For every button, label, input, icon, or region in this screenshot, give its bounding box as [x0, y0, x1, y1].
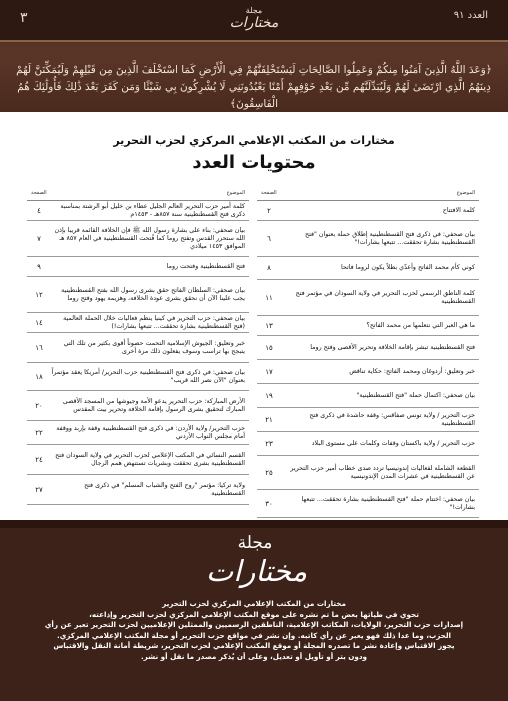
contents-row — [257, 280, 479, 316]
contents-row — [257, 360, 479, 384]
contents-rows-left — [27, 201, 249, 505]
magazine-logo-top — [222, 6, 286, 36]
row-page-number: ٤ — [37, 206, 41, 215]
header-divider — [0, 40, 508, 42]
row-page-number: ٨ — [267, 264, 271, 272]
column-header — [257, 190, 479, 201]
row-page-number: ٢٤ — [35, 455, 43, 464]
row-topic: القسم النسائي في المكتب الإعلامي لحزب التحرير في ولاية السودان فتح القسطنطينية بشرى تحققت وبشريات تستنهض همم الرجال — [55, 451, 245, 467]
row-topic: بيان صحفي: في ذكرى فتح القسطنطينية حزب التحرير/ أمريكا يعقد مؤتمراً بعنوان "الآن نصر الله قريب" — [51, 368, 245, 384]
row-topic: حزب التحرير/ ولاية الأردن: في ذكرى فتح القسطنطينية وقفة بإربد ووقفة أمام مجلس النواب الأردني — [56, 424, 245, 440]
row-topic: بيان صحفي: في ذكرى فتح القسطنطينية إطلاق حملة بعنوان "فتح القسطنطينية بشارة تحققت... تتبعها بشارات!" — [305, 230, 475, 246]
footer-divider — [0, 520, 508, 528]
row-topic: كوني كأم محمد الفاتح وأعدّي بطلاً يكون لروما فاتحا — [340, 264, 475, 271]
row-page-number: ١٩ — [265, 391, 273, 400]
row-topic: بيان صحفي: اكتمال حملة "فتح القسطنطينية" — [356, 391, 475, 399]
row-topic: الأرض المباركة: حزب التحرير يدعو الأمة وجيوشها من المسجد الأقصى المبارك لتحقيق بشرى الرسول بإقامة الخلافة وتحرير بيت المقدس — [62, 397, 245, 413]
contents-row — [27, 475, 249, 505]
row-topic: خبر وتعليق: أردوغان ومحمد الفاتح: حكاية تناقض — [349, 367, 475, 375]
logo-top-line1: مجلة — [245, 6, 263, 15]
contents-column-left — [27, 190, 249, 505]
row-topic: حزب التحرير / ولاية تونس صفاقس: وقفة حاشدة في ذكرى فتح القسطنطينية — [309, 411, 475, 427]
header-page: الصفحة — [261, 190, 277, 196]
row-topic: خبر وتعليق: الجيوش الإسلامية التحمت حصوناً أقوى بكثير من تلك التي يتبجح بها تراسب وسوف يفعلون ذلك مرة أخرى — [63, 339, 245, 355]
logo-top-line2: مختارات — [229, 15, 279, 31]
row-page-number: ٢٢ — [35, 428, 43, 437]
row-topic: كلمة الافتتاح — [442, 206, 475, 214]
contents-row — [257, 316, 479, 336]
row-page-number: ١٤ — [35, 318, 43, 327]
row-page-number: ٢٠ — [35, 401, 43, 410]
contents-row — [27, 391, 249, 421]
row-page-number: ٢٧ — [35, 485, 43, 494]
column-header — [27, 190, 249, 201]
contents-row — [257, 336, 479, 360]
contents-row — [27, 257, 249, 277]
contents-row — [27, 277, 249, 313]
contents-row — [27, 333, 249, 363]
row-topic: القطعة الشاملة لفعاليات إندونيسيا تردد صدى خطاب أمير حزب التحرير عن القسطنطينية في عشرات المدن الإندونيسية — [290, 464, 475, 480]
row-topic: فتح القسطنطينية تبشر بإقامة الخلافة وتحرير الأقصى وفتح روما — [310, 343, 475, 351]
row-topic: بيان صحفي: بناء على بشارة رسول الله ﷺ فإن الخلافة القائمة قريبا بإذن الله ستحرر القدس وتفتح روما كما فُتحت القسطنطينية في العام ٨٥٧ هـ الموافق ١٤٥٣ ميلادي — [54, 226, 245, 250]
issue-label: العدد ٩١ — [453, 10, 488, 21]
row-page-number: ٢٥ — [265, 468, 273, 477]
footer-text — [14, 599, 494, 663]
contents-column-right — [257, 190, 479, 518]
footer-line: الحزب، وما عدا ذلك فهو يعبر عن رأي كاتبه. وإن نشر في مواقع حزب التحرير أو مجلة المكتب الإعلامي المركزي. — [56, 630, 452, 640]
logo-bottom-line2: مختارات — [206, 554, 308, 588]
row-page-number: ١٦ — [35, 343, 43, 352]
header-topic: الموضوع — [226, 190, 245, 196]
logo-bottom-line1: مجلة — [237, 533, 273, 553]
row-topic: فتح القسطنطينية وفتحت روما — [166, 262, 245, 270]
row-topic: ما هي العبر التي نتعلمها من محمد الفاتح؟ — [366, 321, 475, 329]
contents-row — [257, 432, 479, 456]
row-page-number: ١٢ — [35, 290, 43, 299]
contents-rows-right — [257, 201, 479, 518]
footer-line: ودون بتر أو تأويل أو تعديل، وعلى أن يُذكر مصدر ما نقل أو نشر. — [140, 651, 368, 661]
row-page-number: ١١ — [265, 293, 273, 302]
row-topic: ولاية تركيا: مؤتمر "روح الفتح والشباب المسلم" في ذكرى فتح القسطنطينية — [84, 481, 245, 497]
row-page-number: ٢ — [267, 206, 271, 215]
magazine-logo-bottom — [206, 533, 308, 593]
row-topic: بيان صحفي: السلطان الفاتح حقق بشرى رسول الله بفتح القسطنطينية يجب علينا الآن أن نحقق بشرى عودة الخلافة، وهزيمة يهود وفتح روما — [61, 286, 245, 302]
row-topic: حزب التحرير / ولاية باكستان وقفات وكلمات على مستوى البلاد — [311, 439, 475, 447]
row-topic: كلمة الناطق الرسمي لحزب التحرير في ولاية السودان في مؤتمر فتح القسطنطينية — [295, 289, 475, 305]
row-page-number: ١٥ — [265, 343, 273, 352]
contents-row — [27, 445, 249, 475]
contents-row — [27, 221, 249, 257]
footer-line: يجوز الاقتباس وإعادة نشر ما تصدره المجلة أو موقع المكتب الإعلامي لحزب التحرير، شريطة أمانة النقل والاقتباس — [53, 641, 455, 651]
row-topic: كلمة أمير حزب التحرير العالم الجليل عطاء بن خليل أبو الرشتة بمناسبة ذكرى فتح القسطنطينية سنة ٨٥٧هـ - ١٤٥٣م — [60, 202, 245, 218]
row-topic: بيان صحفي: اختتام حملة "فتح القسطنطينية بشارة تحققت... تتبعها بشارات!" — [301, 495, 475, 511]
footer-line: تحوي في طياتها بعض ما تم نشره على موقع المكتب الإعلامي المركزي لحزب التحرير وإذاعته، — [89, 609, 419, 619]
header-topic: الموضوع — [456, 190, 475, 196]
quran-verse: ﴿وَعَدَ اللَّهُ الَّذِينَ آمَنُوا مِنكُمْ وَعَمِلُوا الصَّالِحَاتِ لَيَسْتَخْلِفَنَّهُمْ فِي الْأَرْضِ كَمَا اسْتَخْلَفَ الَّذِينَ مِن قَبْلِهِمْ وَلَيُمَكِّنَنَّ لَهُمْ دِينَهُمُ الَّذِي ارْتَضَىٰ لَهُمْ وَلَيُبَدِّلَنَّهُم مِّن بَعْدِ خَوْفِهِمْ أَمْنًا يَعْبُدُونَنِي لَا يُشْرِكُونَ بِي شَيْئًا وَمَن كَفَرَ بَعْدَ ذَٰلِكَ فَأُولَٰئِكَ هُمُ الْفَاسِقُونَ﴾ — [16, 64, 492, 110]
row-page-number: ١٣ — [265, 321, 273, 330]
row-page-number: ٢٣ — [265, 439, 273, 448]
row-page-number: ٧ — [37, 234, 41, 243]
header-page: الصفحة — [31, 190, 47, 196]
contents-row — [257, 221, 479, 257]
row-topic: بيان صحفي: حزب التحرير في كينيا ينظم فعاليات خلال الحملة العالمية (فتح القسطنطينية بشارة تحققت... تتبعها بشارات!) — [63, 314, 245, 330]
row-page-number: ١٧ — [265, 367, 273, 376]
row-page-number: ٩ — [37, 262, 41, 271]
contents-row — [27, 201, 249, 221]
contents-row — [27, 421, 249, 445]
contents-row — [257, 456, 479, 490]
row-page-number: ٢١ — [265, 415, 273, 424]
contents-row — [257, 257, 479, 280]
contents-row — [257, 490, 479, 518]
footer-line: مختارات من المكتب الإعلامي المركزي لحزب التحرير — [162, 599, 346, 608]
contents-row — [257, 408, 479, 432]
contents-row — [257, 201, 479, 221]
row-page-number: ٦ — [267, 234, 271, 243]
contents-row — [27, 363, 249, 391]
row-page-number: ١٨ — [35, 372, 43, 381]
page-number: ٣ — [20, 10, 28, 26]
footer-line: إصدارات حزب التحرير، الولايات، المكاتب الإعلامية، الناطقين الرسميين والممثلين الإعلاميين لحزب التحرير تعبر عن رأي — [44, 620, 464, 630]
source-line: مختارات من المكتب الإعلامي المركزي لحزب التحرير — [113, 134, 395, 147]
contents-row — [257, 384, 479, 408]
row-page-number: ٣٠ — [265, 499, 273, 508]
contents-row — [27, 313, 249, 333]
contents-title: محتويات العدد — [192, 152, 316, 173]
